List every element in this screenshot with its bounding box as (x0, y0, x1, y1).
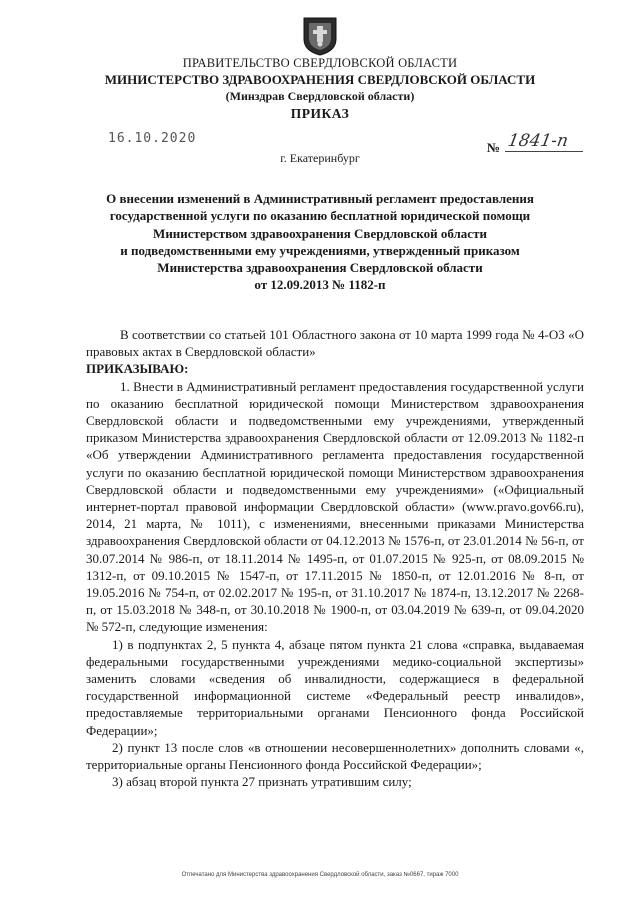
document-type: ПРИКАЗ (290, 106, 350, 121)
print-footer: Отпечатано для Министерства здравоохранения Свердловской области, заказ №0667, тираж 7000 (181, 872, 459, 878)
order-word: ПРИКАЗЫВАЮ: (86, 361, 189, 377)
title-line: государственной услуги по оказанию бесплатной юридической помощи (109, 208, 531, 224)
order-number: 1841-п (506, 131, 570, 151)
preamble-paragraph: В соответствии со статьей 101 Областного закона от 10 марта 1999 года № 4-ОЗ «О правовых актах в Свердловской области» (86, 327, 584, 360)
subitem-2-paragraph: 2) пункт 13 после слов «в отношении несовершеннолетних» дополнить словами «, территориальные органы Пенсионного фонда Российской Федерации»; (86, 739, 584, 773)
ministry-heading: МИНИСТЕРСТВО ЗДРАВООХРАНЕНИЯ СВЕРДЛОВСКОЙ ОБЛАСТИ (104, 72, 536, 87)
title-line: от 12.09.2013 № 1182-п (254, 277, 386, 293)
order-body (86, 326, 584, 790)
title-line: О внесении изменений в Административный регламент предоставления (106, 191, 534, 206)
title-line: и подведомственными ему учреждениями, утвержденный приказом (120, 242, 520, 258)
title-line: Министерства здравоохранения Свердловской области (157, 260, 483, 276)
city: г. Екатеринбург (280, 151, 360, 165)
item-1-paragraph: 1. Внести в Административный регламент предоставления государственной услуги по оказанию бесплатной юридической помощи Министерством здравоохранения Свердловской области и подведомственными ему учреждениями, утвержденный приказом Министерства здравоохранения Свердловской области от 12.09.2013 № 1182-п «Об утверждении Административного регламента предоставления государственной услуги по оказанию бесплатной юридической помощи Министерством здравоохранения Свердловской области и подведомственными ему учреждениями» («Официальный интернет-портал правовой информации Свердловской области» (www.pravo.gov66.ru), 2014, 21 марта, № 1011), с изменениями, внесенными приказами Министерства здравоохранения Свердловской области от 04.12.2013 № 1576-п, от 23.01.2014 № 56-п, от 30.07.2014 № 986-п, от 18.11.2014 № 1495-п, от 01.07.2015 № 925-п, от 08.09.2015 № 1312-п, от 09.10.2015 № 1547-п, от 17.11.2015 № 1850-п, от 12.01.2016 № 8-п, от 19.05.2016 № 754-п, от 02.02.2017 № 195-п, от 31.10.2017 № 1874-п, 13.12.2017 № 2268-п, от 15.03.2018 № 348-п, от 30.10.2018 № 1900-п, от 03.04.2019 № 639-п, от 09.04.2020 № 572-п, следующие изменения: (86, 378, 584, 635)
title-line: Министерством здравоохранения Свердловской области (153, 225, 487, 241)
subitem-3-paragraph: 3) абзац второй пункта 27 признать утратившим силу; (112, 774, 412, 790)
order-title (60, 190, 580, 294)
subitem-1-paragraph: 1) в подпунктах 2, 5 пункта 4, абзаце пятом пункта 21 слова «справка, выдаваемая федеральными государственными учреждениями медико-социальной экспертизы» заменить словами «сведения об инвалидности, содержащиеся в федеральной государственной информационной системе «Федеральный реестр инвалидов», предоставляемые территориальными органами Пенсионного фонда Российской Федерации»; (86, 636, 584, 738)
government-heading: ПРАВИТЕЛЬСТВО СВЕРДЛОВСКОЙ ОБЛАСТИ (182, 56, 458, 70)
coat-of-arms-icon (300, 15, 340, 57)
ministry-short-name: (Минздрав Свердловской области) (225, 89, 415, 103)
order-number-label: № (487, 140, 501, 155)
order-date: 16.10.2020 (108, 131, 197, 146)
